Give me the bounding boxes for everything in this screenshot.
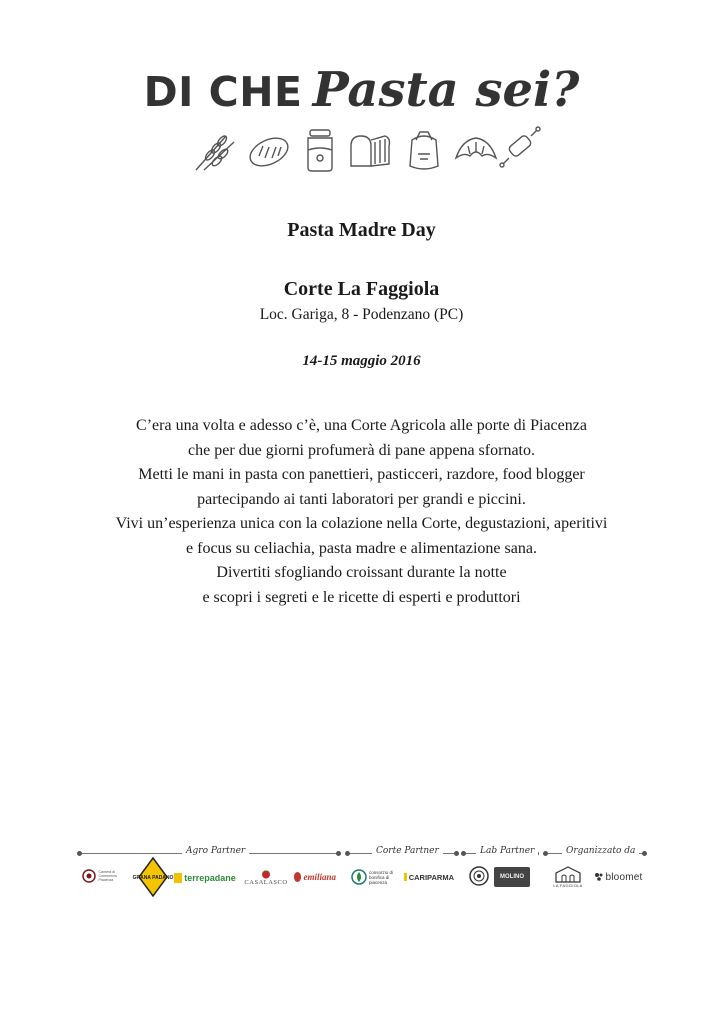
event-dates: 14-15 maggio 2016 bbox=[302, 353, 421, 369]
sliced-bread-icon bbox=[345, 126, 393, 174]
venue-address: Loc. Gariga, 8 - Podenzano (PC) bbox=[259, 306, 464, 323]
bread-loaf-icon bbox=[245, 126, 293, 174]
description-line: e focus su celiachia, pasta madre e alimentazione sana. bbox=[186, 539, 537, 557]
description-line: e scopri i segreti e le ricette di esperti e produttori bbox=[202, 588, 521, 606]
lab-partner-label: Lab Partner bbox=[476, 846, 538, 856]
jar-icon bbox=[298, 126, 342, 174]
consorzio-bonifica-logo: consorzio di bonifica di piacenza bbox=[350, 865, 400, 889]
rolling-pin-icon bbox=[495, 126, 543, 174]
farmhouse-icon bbox=[554, 865, 582, 883]
description-line: Divertiti sfogliando croissant durante la notte bbox=[216, 564, 507, 581]
bloomet-logo: bloomet bbox=[592, 869, 644, 885]
molino-logo: MOLINO bbox=[494, 867, 530, 887]
dots-icon bbox=[594, 872, 604, 882]
seal-icon bbox=[82, 869, 96, 883]
croissant-icon bbox=[452, 126, 500, 174]
organizer-label: Organizzato da bbox=[562, 846, 639, 856]
description-line: che per due giorni profumerà di pane appena sfornato. bbox=[188, 441, 535, 459]
seal-icon bbox=[469, 866, 489, 886]
description-line: Vivi un’esperienza unica con la colazione nella Corte, degustazioni, aperitivi bbox=[115, 515, 608, 532]
emiliana-logo: emiliana bbox=[294, 867, 336, 887]
brand-main-text: DI CHE bbox=[143, 68, 303, 116]
brand-script-text: Pasta sei? bbox=[312, 62, 580, 118]
cariparma-logo: CARIPARMA bbox=[404, 869, 454, 885]
event-description bbox=[60, 414, 663, 610]
tomato-icon bbox=[261, 869, 271, 879]
terrepadane-logo: terrepadane bbox=[174, 871, 236, 885]
brand-logo bbox=[0, 62, 723, 118]
illustration-icon-row bbox=[190, 126, 540, 176]
description-line: partecipando ai tanti laboratori per grandi e piccini. bbox=[197, 490, 526, 508]
la-faggiola-logo: LA FAGGIOLA bbox=[548, 861, 588, 891]
event-title: Pasta Madre Day bbox=[287, 219, 436, 241]
description-line: C’era una volta e adesso c’è, una Corte Agricola alle porte di Piacenza bbox=[136, 417, 587, 434]
sponsor-footer bbox=[78, 845, 648, 905]
casalasco-logo: CASALASCO bbox=[244, 863, 288, 891]
wheat-icon bbox=[190, 126, 240, 174]
grana-padano-logo bbox=[132, 857, 174, 897]
lab-partner-seal-logo bbox=[468, 865, 490, 887]
grana-padano-text: GRANA PADANO bbox=[132, 875, 174, 881]
corte-partner-label: Corte Partner bbox=[372, 846, 443, 856]
agro-partner-label: Agro Partner bbox=[182, 846, 249, 856]
camera-commercio-logo: Camera di Commercio Piacenza bbox=[80, 863, 134, 889]
venue-name: Corte La Faggiola bbox=[283, 278, 440, 300]
description-line: Metti le mani in pasta con panettieri, pasticceri, razdore, food blogger bbox=[138, 466, 585, 483]
flour-sack-icon bbox=[400, 126, 448, 174]
water-drop-icon bbox=[351, 869, 367, 885]
